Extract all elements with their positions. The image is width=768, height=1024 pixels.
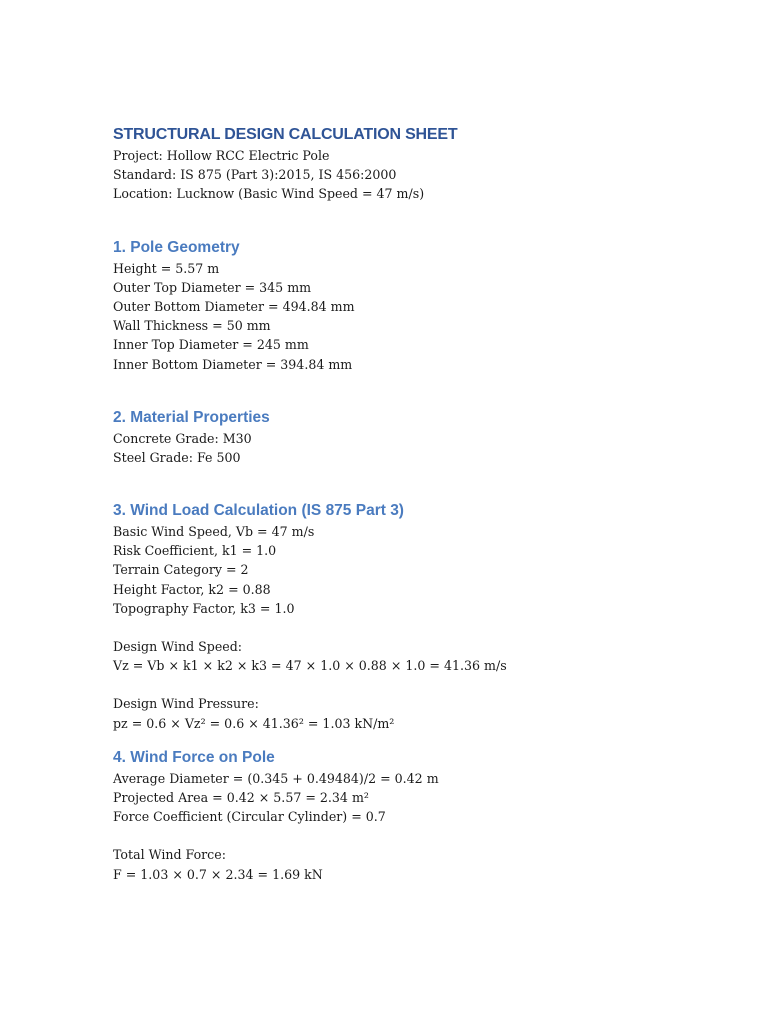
spacer (113, 204, 733, 237)
force-average-diameter: Average Diameter = (0.345 + 0.49484)/2 = 0.42 m (113, 770, 439, 786)
geometry-height: Height = 5.57 m (113, 260, 220, 276)
spacer (113, 675, 733, 694)
design-pressure-label: Design Wind Pressure: (113, 696, 259, 712)
geometry-inner-top: Inner Top Diameter = 245 mm (113, 337, 309, 353)
section-heading-material: 2. Material Properties (113, 408, 270, 426)
project-line: Project: Hollow RCC Electric Pole (113, 148, 330, 163)
geometry-outer-top: Outer Top Diameter = 345 mm (113, 279, 312, 295)
spacer (113, 467, 733, 500)
document-title: STRUCTURAL DESIGN CALCULATION SHEET (113, 126, 458, 143)
design-speed-formula: Vz = Vb × k1 × k2 × k3 = 47 × 1.0 × 0.88 × 1.0 = 41.36 m/s (113, 658, 507, 674)
geometry-wall-thickness: Wall Thickness = 50 mm (113, 318, 271, 334)
material-steel: Steel Grade: Fe 500 (113, 449, 241, 465)
location-line: Location: Lucknow (Basic Wind Speed = 47 m/s) (113, 186, 425, 202)
material-concrete: Concrete Grade: M30 (113, 430, 252, 446)
section-heading-geometry: 1. Pole Geometry (113, 238, 240, 256)
total-force-label: Total Wind Force: (113, 847, 226, 863)
wind-basic-speed: Basic Wind Speed, Vb = 47 m/s (113, 524, 315, 540)
spacer (113, 826, 733, 845)
design-speed-label: Design Wind Speed: (113, 639, 243, 654)
calculation-sheet (113, 124, 733, 884)
wind-terrain-category: Terrain Category = 2 (113, 562, 249, 578)
total-force-formula: F = 1.03 × 0.7 × 2.34 = 1.69 kN (113, 866, 323, 882)
force-projected-area: Projected Area = 0.42 × 5.57 = 2.34 m² (113, 789, 369, 805)
standard-line: Standard: IS 875 (Part 3):2015, IS 456:2000 (113, 167, 397, 183)
wind-risk-coefficient: Risk Coefficient, k1 = 1.0 (113, 543, 277, 559)
section-heading-wind-force: 4. Wind Force on Pole (113, 748, 275, 766)
spacer (113, 374, 733, 407)
spacer (113, 618, 733, 637)
spacer (113, 733, 733, 747)
geometry-outer-bottom: Outer Bottom Diameter = 494.84 mm (113, 298, 355, 314)
wind-topography-factor: Topography Factor, k3 = 1.0 (113, 600, 295, 616)
force-coefficient: Force Coefficient (Circular Cylinder) = 0.7 (113, 809, 386, 825)
wind-height-factor: Height Factor, k2 = 0.88 (113, 581, 271, 597)
design-pressure-formula: pz = 0.6 × Vz² = 0.6 × 41.36² = 1.03 kN/m² (113, 715, 395, 731)
geometry-inner-bottom: Inner Bottom Diameter = 394.84 mm (113, 356, 353, 372)
section-heading-wind-load: 3. Wind Load Calculation (IS 875 Part 3) (113, 502, 404, 520)
